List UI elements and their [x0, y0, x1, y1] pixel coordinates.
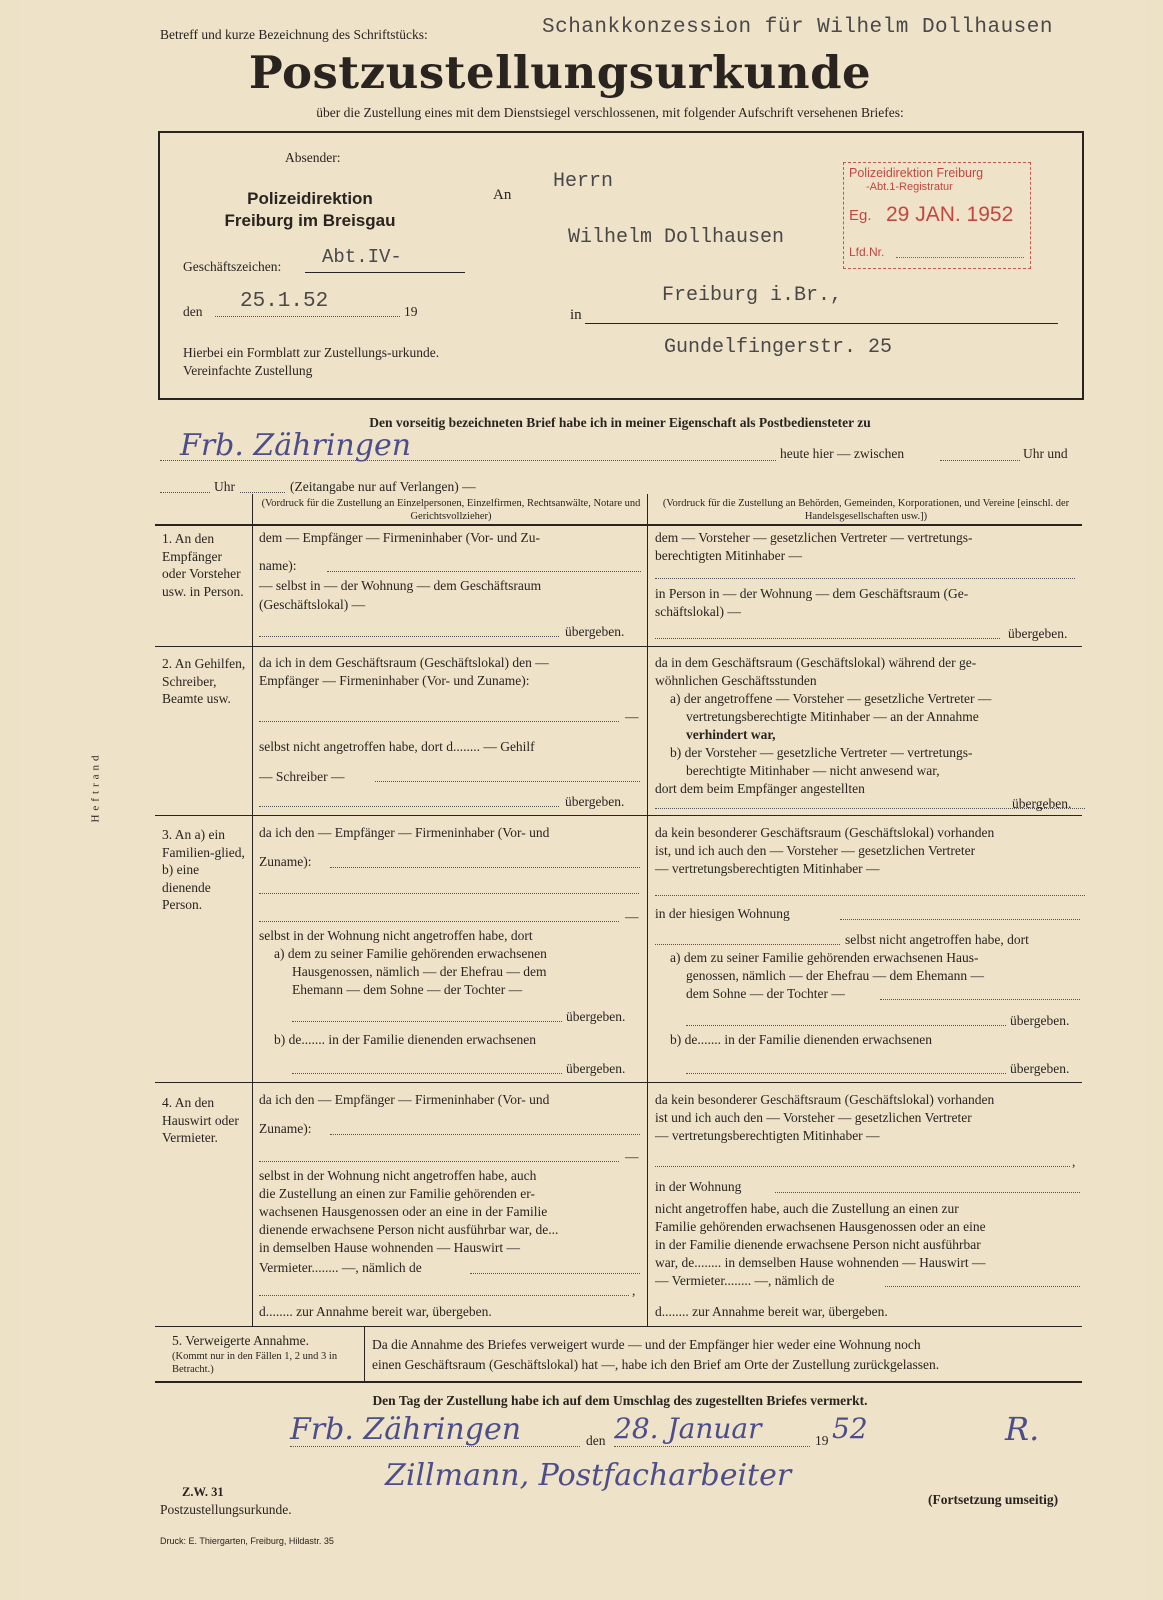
s3-right-7: genossen, nämlich — der Ehefrau — dem Ehemann — — [686, 968, 985, 983]
s3-left-6: Hausgenossen, nämlich — der Ehefrau — dem — [292, 964, 547, 979]
s3-left-9: b) de....... in der Familie dienenden erwachsenen — [274, 1032, 537, 1047]
s4-right-line-3 — [885, 1286, 1080, 1287]
s4-left-2: Zuname): — [259, 1121, 312, 1136]
table-top-rule — [155, 524, 1082, 526]
s3-right-6: a) dem zu seiner Familie gehörenden erwachsenen Haus- — [670, 950, 979, 965]
s3-left-line-2 — [259, 893, 639, 894]
recipient-an-label: An — [493, 187, 512, 203]
s4-left-11: d........ zur Annahme bereit war, übergeben. — [259, 1304, 492, 1319]
s2-right-5: verhindert war, — [686, 727, 776, 742]
s2-left-5: — Schreiber — — [259, 769, 345, 784]
s2-left-3: — — [625, 709, 639, 724]
s3-left-line-4 — [292, 1021, 562, 1022]
s4-left-1: da ich den — Empfänger — Firmeninhaber (Vor- und — [259, 1092, 550, 1107]
recipient-city: Freiburg i.Br., — [662, 284, 843, 307]
s4-right-11: d........ zur Annahme bereit war, übergeben. — [655, 1304, 888, 1319]
s4-right-10: — Vermieter........ —, nämlich de — [655, 1273, 835, 1288]
s4-left-5: die Zustellung an einen zur Familie gehörenden er- — [259, 1186, 536, 1201]
intro-uhr: Uhr — [214, 479, 235, 494]
footer-year-handwritten: 52 — [832, 1412, 868, 1445]
section-2-label: 2. An Gehilfen, Schreiber, Beamte usw. — [162, 656, 246, 707]
s2-right-9: übergeben. — [1012, 796, 1072, 811]
s2-right-2: wöhnlichen Geschäftsstunden — [655, 673, 817, 688]
row-rule-2 — [155, 815, 1082, 816]
form-name: Postzustellungsurkunde. — [160, 1502, 292, 1517]
stamp-eg-label: Eg. — [849, 207, 872, 224]
s2-right-1: da in dem Geschäftsraum (Geschäftslokal) während der ge- — [655, 655, 977, 670]
section-5-label: 5. Verweigerte Annahme. — [172, 1333, 309, 1348]
ref-label: Geschäftszeichen: — [183, 259, 282, 274]
s3-right-2: ist, und ich auch den — Vorsteher — gesetzlichen Vertreter — [655, 843, 976, 858]
s1-left-2: name): — [259, 558, 297, 573]
s4-right-line-1 — [655, 1166, 1070, 1167]
s3-left-4: selbst in der Wohnung nicht angetroffen habe, dort — [259, 928, 533, 943]
s3-right-line-1 — [655, 895, 1085, 896]
sender-date: 25.1.52 — [240, 290, 329, 313]
s3-left-line-3 — [259, 921, 619, 922]
carrier-signature: Zillmann, Postfacharbeiter — [385, 1458, 792, 1493]
left-column-head: (Vordruck für die Zustellung an Einzelpersonen, Einzelfirmen, Rechtsanwälte, Notare und Gerichtsvollzieher) — [261, 498, 641, 522]
s1-left-1: dem — Empfänger — Firmeninhaber (Vor- und Zu- — [259, 530, 541, 545]
s3-right-8: dem Sohne — der Tochter — — [686, 986, 845, 1001]
col-rule-mid — [647, 494, 648, 1326]
s4-left-7: dienende erwachsene Person nicht ausführbar war, de... — [259, 1222, 559, 1237]
section-3-label: 3. An a) ein Familien-glied, b) eine dienende Person. — [162, 827, 245, 913]
s4-left-line-4 — [259, 1295, 629, 1296]
s1-right-5: übergeben. — [1008, 626, 1068, 641]
stamp-lfd-label: Lfd.Nr. — [849, 245, 885, 259]
s3-right-3: — vertretungsberechtigten Mitinhaber — — [655, 861, 880, 876]
s2-left-6: übergeben. — [565, 794, 625, 809]
s2-left-4: selbst nicht angetroffen habe, dort d........ — Gehilf — [259, 739, 535, 754]
intro-time-filler — [240, 492, 285, 493]
s3-right-line-5 — [686, 1025, 1006, 1026]
s4-right-3: — vertretungsberechtigten Mitinhaber — — [655, 1128, 880, 1143]
table-bottom-rule — [155, 1381, 1082, 1383]
s3-right-4: in der hiesigen Wohnung — [655, 906, 790, 921]
s3-left-line-5 — [292, 1073, 562, 1074]
s4-right-2: ist und ich auch den — Vorsteher — gesetzlichen Vertreter — [655, 1110, 972, 1125]
s4-left-8: in demselben Hause wohnenden — Hauswirt — — [259, 1240, 520, 1255]
intro-time-from — [940, 460, 1020, 461]
s4-right-1: da kein besonderer Geschäftsraum (Geschäftslokal) vorhanden — [655, 1092, 995, 1107]
row-rule-1 — [155, 646, 1082, 647]
s5-text-1: Da die Annahme des Briefes verweigert wurde — und der Empfänger hier weder eine Wohnung noch — [372, 1337, 921, 1352]
s2-left-line-3 — [259, 806, 559, 807]
form-code: Z.W. 31 — [182, 1485, 224, 1499]
s1-left-3: — selbst in — der Wohnung — dem Geschäftsraum — [259, 578, 542, 593]
s2-left-line-2 — [375, 781, 640, 782]
stamp-line-1: Polizeidirektion Freiburg — [849, 166, 984, 180]
s4-left-6: wachsenen Hausgenossen oder an eine in der Familie — [259, 1204, 548, 1219]
s1-left-4: (Geschäftslokal) — — [259, 597, 366, 612]
stamp-date: 29 JAN. 1952 — [886, 203, 1014, 226]
page-title: Postzustellungsurkunde — [248, 46, 872, 99]
s3-right-5: selbst nicht angetroffen habe, dort — [845, 932, 1029, 947]
footer-den: den — [586, 1433, 606, 1448]
footer-year-prefix: 19 — [815, 1433, 829, 1448]
section-4-label: 4. An den Hauswirt oder Vermieter. — [162, 1095, 239, 1146]
printer-imprint: Druck: E. Thiergarten, Freiburg, Hildastr. 35 — [160, 1536, 334, 1546]
sender-label: Absender: — [285, 150, 341, 165]
col-rule-s5 — [364, 1326, 365, 1381]
betreff-value: Schankkonzession für Wilhelm Dollhausen — [542, 16, 1053, 39]
date-year-prefix: 19 — [404, 304, 418, 319]
continued-note: (Fortsetzung umseitig) — [928, 1492, 1059, 1507]
footer-place-handwritten: Frb. Zähringen — [290, 1412, 522, 1447]
sender-note: Hierbei ein Formblatt zur Zustellungs-urkunde. Vereinfachte Zustellung — [183, 345, 440, 378]
s4-left-line-3 — [470, 1273, 640, 1274]
betreff-label: Betreff und kurze Bezeichnung des Schriftstücks: — [160, 27, 428, 42]
s3-right-line-2 — [840, 919, 1080, 920]
s4-right-line-2 — [775, 1192, 1080, 1193]
footer-initial-handwritten: R. — [1005, 1410, 1040, 1448]
col-rule-label — [252, 494, 253, 1326]
date-label: den — [183, 304, 203, 319]
intro-time-to — [160, 492, 210, 493]
s2-left-line-1 — [259, 721, 619, 722]
delivery-note: Den Tag der Zustellung habe ich auf dem Umschlag des zugestellten Briefes vermerkt. — [372, 1393, 868, 1408]
s3-left-1: da ich den — Empfänger — Firmeninhaber (Vor- und — [259, 825, 550, 840]
ref-value: Abt.IV- — [322, 246, 402, 268]
s5-text-2: einen Geschäftsraum (Geschäftslokal) hat —, habe ich den Brief am Orte der Zustellung zurückgelassen. — [372, 1357, 940, 1372]
intro-heute: heute hier — zwischen — [780, 446, 905, 461]
s3-left-line-1 — [330, 867, 640, 868]
s3-right-9: übergeben. — [1010, 1013, 1070, 1028]
s3-left-2: Zuname): — [259, 854, 312, 869]
recipient-name: Wilhelm Dollhausen — [568, 226, 785, 249]
s4-left-4: selbst in der Wohnung nicht angetroffen habe, auch — [259, 1168, 537, 1183]
s3-left-3: — — [625, 909, 639, 924]
s2-right-3: a) der angetroffene — Vorsteher — gesetzliche Vertreter — — [670, 691, 992, 706]
intro-uhr-und: Uhr und — [1023, 446, 1068, 461]
s3-right-line-6 — [686, 1073, 1006, 1074]
s1-right-3: in Person in — der Wohnung — dem Geschäftsraum (Ge- — [655, 586, 969, 601]
s2-right-7: berechtigte Mitinhaber — nicht anwesend war, — [686, 763, 940, 778]
s4-left-10: , — [632, 1283, 636, 1298]
s3-right-line-3 — [655, 944, 840, 945]
s4-right-7: Familie gehörenden erwachsenen Hausgenossen oder an eine — [655, 1219, 986, 1234]
sender-name-1: Polizeidirektion — [247, 189, 373, 208]
s3-right-10: b) de....... in der Familie dienenden erwachsenen — [670, 1032, 933, 1047]
recipient-street: Gundelfingerstr. 25 — [664, 336, 893, 359]
stamp-lfd-line — [896, 257, 1024, 258]
margin-label: Heftrand — [89, 751, 102, 823]
s3-left-7: Ehemann — dem Sohne — der Tochter — — [292, 982, 523, 997]
s3-right-11: übergeben. — [1010, 1061, 1070, 1076]
s1-right-line-2 — [655, 638, 1000, 639]
registry-stamp — [843, 162, 1031, 269]
intro-place-handwritten: Frb. Zähringen — [180, 428, 412, 463]
ref-line — [305, 272, 465, 273]
s3-left-5: a) dem zu seiner Familie gehörenden erwachsenen — [274, 946, 547, 961]
s4-left-3: — — [625, 1149, 639, 1164]
s4-left-line-1 — [330, 1134, 640, 1135]
s2-left-2: Empfänger — Firmeninhaber (Vor- und Zuname): — [259, 673, 530, 688]
footer-date-line — [614, 1446, 810, 1447]
s4-left-9: Vermieter........ —, nämlich de — [259, 1260, 422, 1275]
s3-right-line-4 — [880, 999, 1080, 1000]
recipient-in-label: in — [570, 307, 582, 323]
intro-line: Den vorseitig bezeichneten Brief habe ich in meiner Eigenschaft als Postbediensteter zu — [369, 415, 871, 430]
s1-left-line — [259, 636, 559, 637]
s4-right-4: , — [1072, 1154, 1076, 1169]
s1-right-line — [655, 578, 1075, 579]
footer-date-handwritten: 28. Januar — [614, 1412, 762, 1445]
row-rule-4 — [155, 1326, 1082, 1327]
right-column-head: (Vordruck für die Zustellung an Behörden, Gemeinden, Korporationen, und Vereine [einschl. der Handelsgesellschaften usw.]) — [662, 498, 1070, 522]
intro-zeitangabe: (Zeitangabe nur auf Verlangen) — — [290, 479, 476, 494]
stamp-line-2: -Abt.1-Registratur — [866, 181, 953, 193]
s3-left-8: übergeben. — [566, 1009, 626, 1024]
footer-place-line — [290, 1446, 580, 1447]
recipient-salutation: Herrn — [553, 170, 614, 193]
s4-right-6: nicht angetroffen habe, auch die Zustellung an einen zur — [655, 1201, 959, 1216]
s3-right-1: da kein besonderer Geschäftsraum (Geschäftslokal) vorhanden — [655, 825, 995, 840]
s1-left-name-line — [327, 571, 641, 572]
s4-right-9: war, de........ in demselben Hause wohnenden — Hauswirt — — [655, 1255, 986, 1270]
s4-right-8: in der Familie dienende erwachsene Person nicht ausführbar — [655, 1237, 981, 1252]
s2-right-8: dort dem beim Empfänger angestellten — [655, 781, 865, 796]
s2-right-4: vertretungsberechtigte Mitinhaber — an der Annahme — [686, 709, 979, 724]
sender-name-2: Freiburg im Breisgau — [224, 211, 396, 230]
s1-left-5: übergeben. — [565, 624, 625, 639]
page-subtitle: über die Zustellung eines mit dem Dienstsiegel verschlossenen, mit folgender Aufschrift versehenen Briefes: — [316, 105, 904, 120]
section-5-note: (Kommt nur in den Fällen 1, 2 und 3 in Betracht.) — [172, 1351, 338, 1375]
s4-right-5: in der Wohnung — [655, 1179, 742, 1194]
s3-left-10: übergeben. — [566, 1061, 626, 1076]
s1-right-2: berechtigten Mitinhaber — — [655, 548, 802, 563]
s2-right-6: b) der Vorsteher — gesetzliche Vertreter — vertretungs- — [670, 745, 973, 760]
row-rule-3 — [155, 1082, 1082, 1083]
date-line — [215, 316, 400, 317]
s1-right-4: schäftslokal) — — [655, 604, 741, 619]
recipient-city-line — [585, 323, 1058, 324]
s1-right-1: dem — Vorsteher — gesetzlichen Vertreter — vertretungs- — [655, 530, 973, 545]
s2-left-1: da ich in dem Geschäftsraum (Geschäftslokal) den — — [259, 655, 549, 670]
section-1-label: 1. An den Empfänger oder Vorsteher usw. in Person. — [162, 531, 244, 599]
intro-place-line — [160, 460, 776, 461]
s4-left-line-2 — [259, 1161, 619, 1162]
